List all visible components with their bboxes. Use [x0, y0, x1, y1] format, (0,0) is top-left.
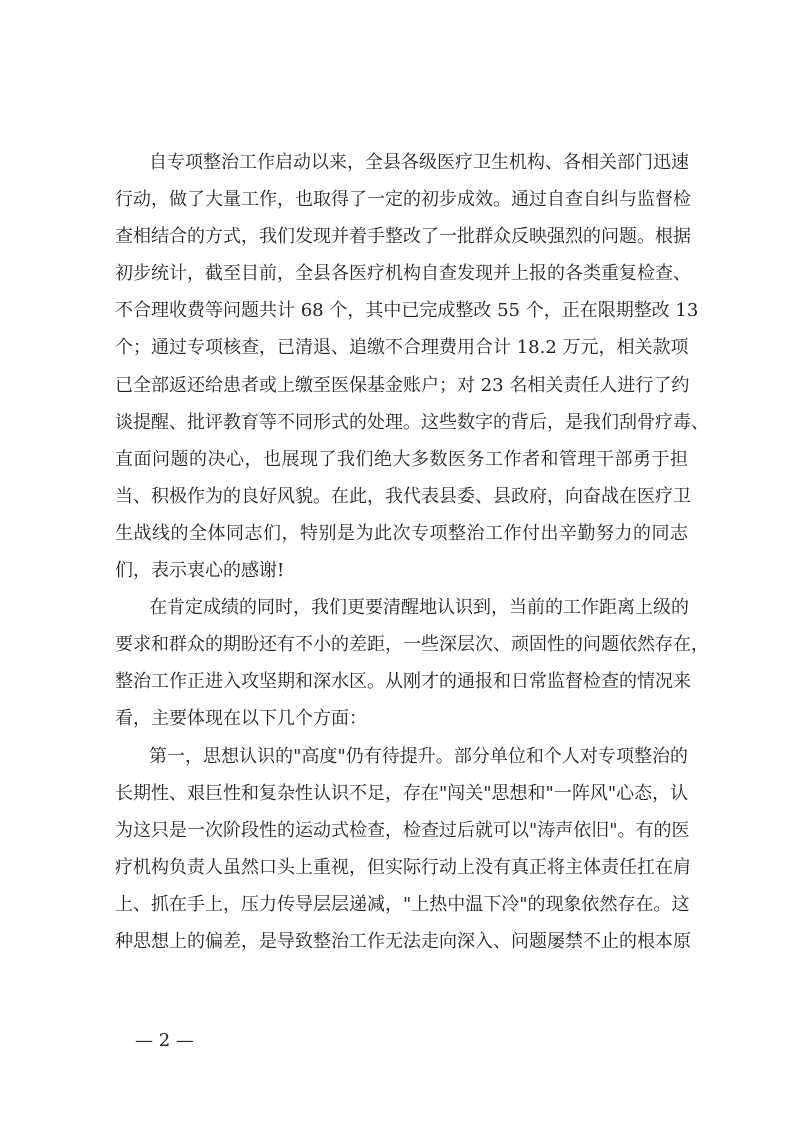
- paragraph: [115, 595, 709, 743]
- text-line: 看，主要体现在以下几个方面：: [115, 708, 367, 730]
- text-line: 长期性、艰巨性和复杂性认识不足，存在"闯关"思想和"一阵风"心态，认: [115, 782, 689, 804]
- text-line: 上、抓在手上，压力传导层层递减，"上热中温下冷"的现象依然存在。这: [115, 893, 690, 915]
- text-line: 为这只是一次阶段性的运动式检查，检查过后就可以"涛声依旧"。有的医: [115, 819, 690, 841]
- text-line: 直面问题的决心，也展现了我们绝大多数医务工作者和管理干部勇于担: [115, 448, 688, 470]
- text-line: 自专项整治工作启动以来，全县各级医疗卫生机构、各相关部门迅速: [149, 152, 689, 173]
- paragraph: [115, 744, 691, 967]
- text-line: 已全部返还给患者或上缴至医保基金账户；对 23 名相关责任人进行了约: [115, 374, 690, 396]
- text-line: 谈提醒、批评教育等不同形式的处理。这些数字的背后，是我们刮骨疗毒、: [115, 411, 709, 433]
- text-line: 不合理收费等问题共计 68 个，其中已完成整改 55 个，正在限期整改 13: [115, 300, 699, 322]
- text-line: 查相结合的方式，我们发现并着手整改了一批群众反映强烈的问题。根据: [115, 226, 691, 248]
- text-line: 们，表示衷心的感谢!: [115, 560, 285, 582]
- text-line: 整治工作正进入攻坚期和深水区。从刚才的通报和日常监督检查的情况来: [115, 671, 691, 693]
- text-line: 第一，思想认识的"高度"仍有待提升。部分单位和个人对专项整治的: [149, 745, 688, 767]
- text-line: 种思想上的偏差，是导致整治工作无法走向深入、问题屡禁不止的根本原: [115, 930, 691, 952]
- text-line: 当、积极作为的良好风貌。在此，我代表县委、县政府，向奋战在医疗卫: [115, 485, 691, 507]
- text-line: 要求和群众的期盼还有不小的差距，一些深层次、顽固性的问题依然存在，: [115, 634, 709, 656]
- text-line: 在肯定成绩的同时，我们更要清醒地认识到，当前的工作距离上级的: [149, 597, 689, 619]
- text-line: 个；通过专项核查，已清退、追缴不合理费用合计 18.2 万元，相关款项: [115, 337, 689, 359]
- text-line: 疗机构负责人虽然口头上重视，但实际行动上没有真正将主体责任扛在肩: [115, 856, 691, 878]
- text-line: 初步统计，截至目前，全县各医疗机构自查发现并上报的各类重复检查、: [115, 263, 691, 285]
- page-number: — 2 —: [135, 1030, 194, 1051]
- text-line: 生战线的全体同志们，特别是为此次专项整治工作付出辛勤努力的同志: [115, 522, 688, 544]
- paragraph: [115, 150, 709, 595]
- text-line: 行动，做了大量工作，也取得了一定的初步成效。通过自查自纠与监督检: [115, 189, 691, 211]
- document-body: [115, 150, 709, 966]
